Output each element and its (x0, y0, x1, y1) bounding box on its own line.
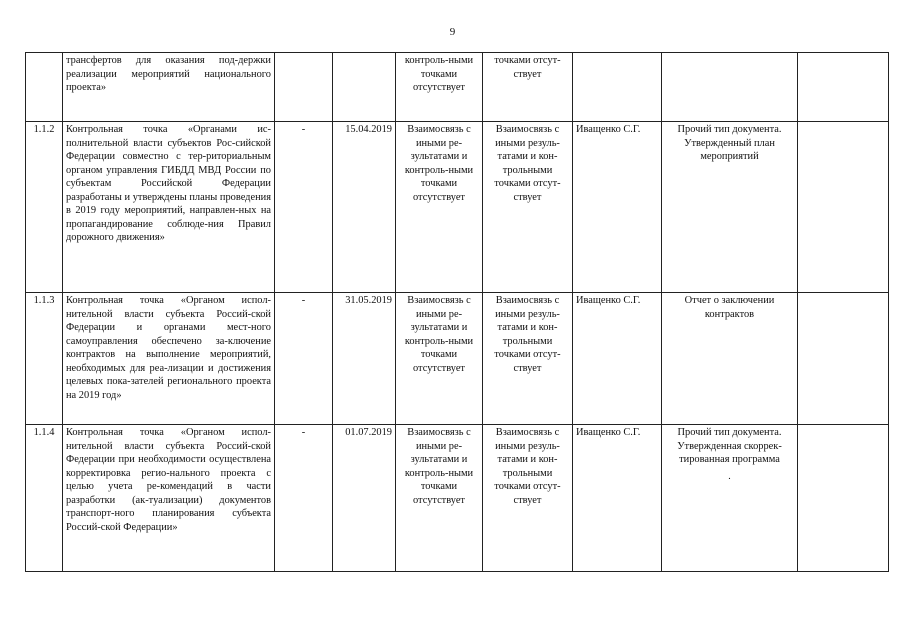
document-type-cell (662, 53, 798, 122)
row-number: 1.1.4 (26, 425, 63, 572)
responsible-cell: Иващенко С.Г. (573, 122, 662, 293)
document-type-cell: Отчет о заключении контрактов (662, 293, 798, 425)
start-date-cell: - (275, 425, 333, 572)
related-results-cell: Взаимосвязь с иными ре-зультатами и контроль-ными точками отсутствует (396, 293, 483, 425)
document-type-cell: Прочий тип документа. Утвержденный план мероприятий (662, 122, 798, 293)
control-point-description: Контрольная точка «Органом испол-нительной власти субъекта Россий-ской Федерации и органами мест-ного самоуправления обеспечено за-ключение контрактов на выполнение мероприятий, необходимых для реа-лизации и достижения целевых пока-зателей регионального проекта на 2019 год» (63, 293, 275, 425)
responsible-cell (573, 53, 662, 122)
document-type-cell (662, 425, 798, 572)
related-control-points-cell: Взаимосвязь с иными резуль-татами и кон-трольными точками отсут-ствует (483, 293, 573, 425)
end-date-cell: 15.04.2019 (333, 122, 396, 293)
end-date-cell (333, 53, 396, 122)
related-results-cell: Взаимосвязь с иными ре-зультатами и контроль-ными точками отсутствует (396, 425, 483, 572)
related-results-cell: контроль-ными точками отсутствует (396, 53, 483, 122)
row-number (26, 53, 63, 122)
responsible-cell: Иващенко С.Г. (573, 293, 662, 425)
responsible-cell: Иващенко С.Г. (573, 425, 662, 572)
related-control-points-cell: точками отсут-ствует (483, 53, 573, 122)
extra-cell (798, 425, 889, 572)
extra-cell (798, 293, 889, 425)
table-row (26, 293, 889, 425)
control-point-description: трансфертов для оказания под-держки реализации мероприятий национального проекта» (63, 53, 275, 122)
start-date-cell: - (275, 293, 333, 425)
related-control-points-cell: Взаимосвязь с иными резуль-татами и кон-трольными точками отсут-ствует (483, 425, 573, 572)
stray-mark: · (727, 473, 732, 485)
control-point-description: Контрольная точка «Органами ис-полнительной власти субъектов Рос-сийской Федерации совместно с тер-риториальным органом управления ГИБДД МВД России по субъектам Российской Федерации разработаны и утверждены планы проведения в 2019 году мероприятий, направлен-ных на пропагандирование соблюде-ния Правил дорожного движения» (63, 122, 275, 293)
control-points-table (25, 52, 889, 572)
table-row (26, 122, 889, 293)
related-control-points-cell: Взаимосвязь с иными резуль-татами и кон-трольными точками отсут-ствует (483, 122, 573, 293)
related-results-cell: Взаимосвязь с иными ре-зультатами и контроль-ными точками отсутствует (396, 122, 483, 293)
extra-cell (798, 122, 889, 293)
table-row (26, 53, 889, 122)
table-row (26, 425, 889, 572)
document-type-text: Прочий тип документа. Утвержденная скоррек-тированная программа (677, 427, 782, 465)
row-number: 1.1.3 (26, 293, 63, 425)
page-number: 9 (449, 26, 456, 38)
start-date-cell: - (275, 122, 333, 293)
row-number: 1.1.2 (26, 122, 63, 293)
end-date-cell: 31.05.2019 (333, 293, 396, 425)
start-date-cell (275, 53, 333, 122)
end-date-cell: 01.07.2019 (333, 425, 396, 572)
extra-cell (798, 53, 889, 122)
control-point-description: Контрольная точка «Органом испол-нительной власти субъекта Россий-ской Федерации при необходимости осуществлена корректировка регио-нального проекта с целью учета ре-комендаций в части разработки (ак-туализации) документов транспорт-ного планирования субъекта Россий-ской Федерации» (63, 425, 275, 572)
